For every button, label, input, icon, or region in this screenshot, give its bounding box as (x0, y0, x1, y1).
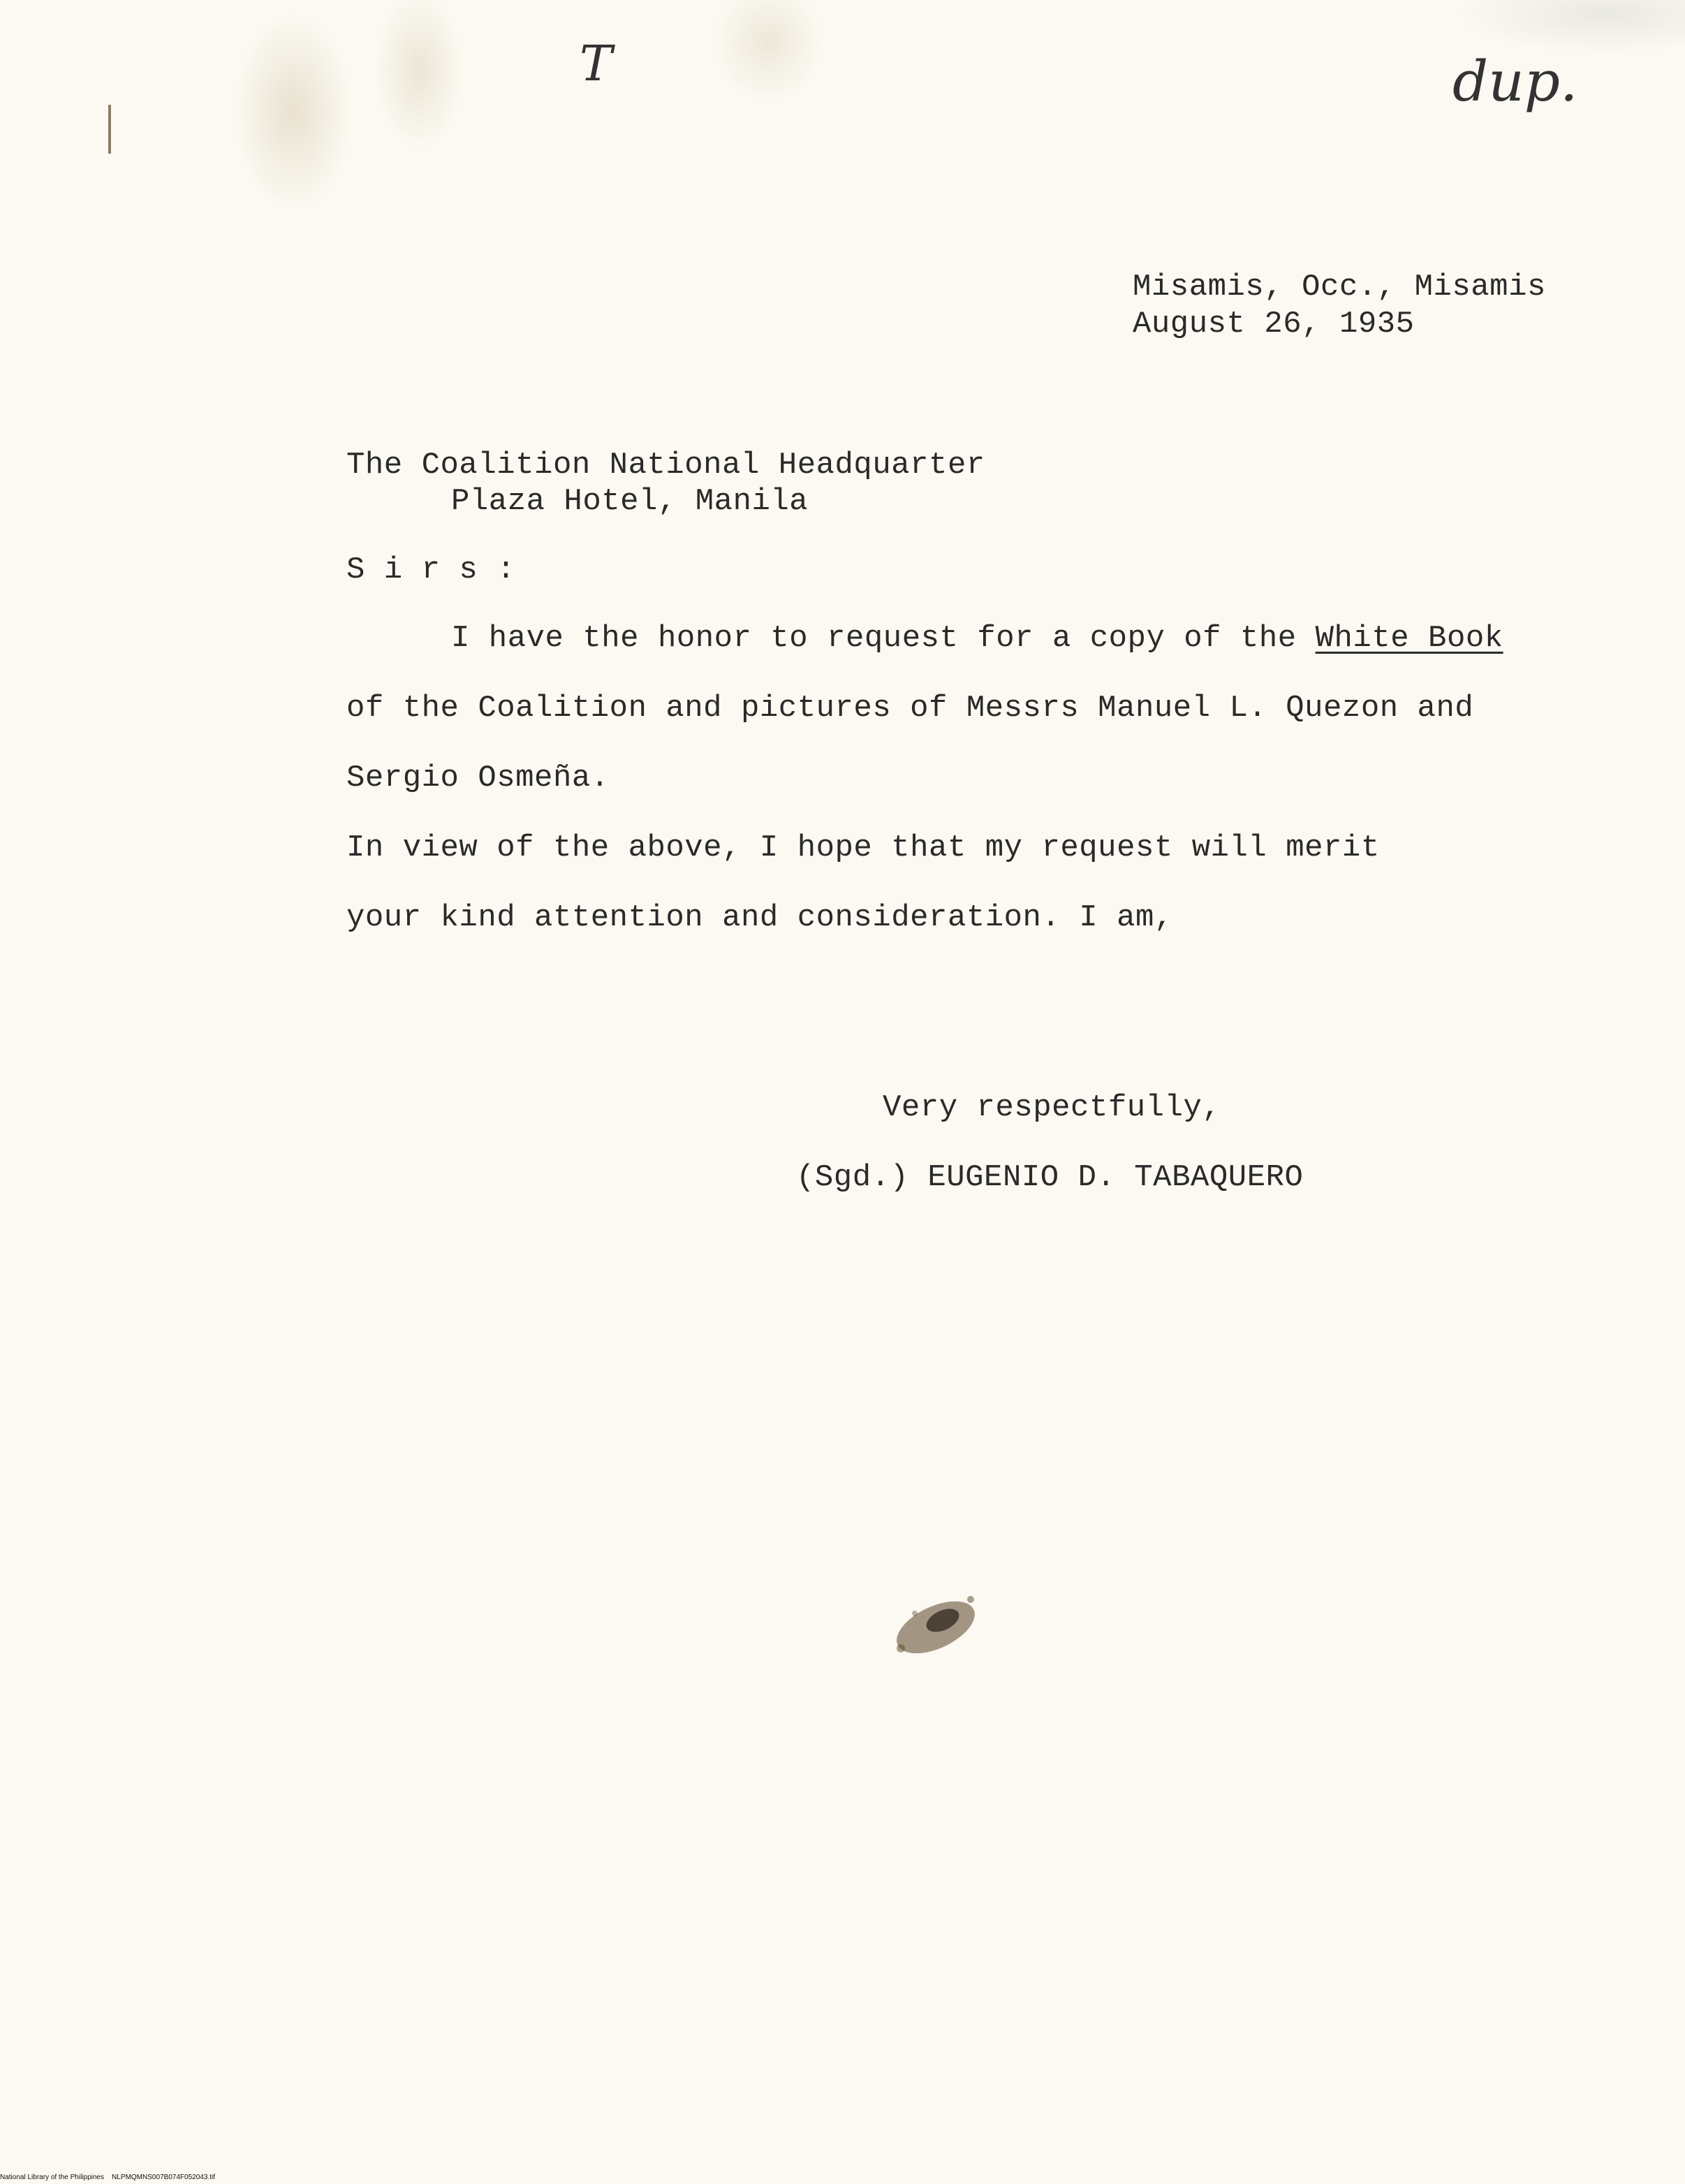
archive-footer (0, 2174, 215, 2181)
footer-file-id: NLPMQMNS007B074F052043.tif (112, 2174, 215, 2181)
margin-pencil-mark (108, 105, 111, 154)
handwritten-dup-mark: dup. (1452, 49, 1578, 114)
handwritten-t-mark: T (580, 35, 612, 92)
recipient-name: The Coalition National Headquarter (346, 448, 985, 483)
signature-line: (Sgd.) EUGENIO D. TABAQUERO (796, 1160, 1304, 1195)
recipient-address: Plaza Hotel, Manila (451, 484, 809, 519)
footer-institution: National Library of the Philippines (0, 2174, 104, 2181)
salutation: S i r s : (346, 552, 516, 587)
body-line-3: Sergio Osmeña. (346, 761, 610, 796)
ink-stain (873, 1571, 999, 1676)
body-line-5: your kind attention and consideration. I am, (346, 900, 1173, 935)
body-line-4: In view of the above, I hope that my request will merit (346, 830, 1380, 865)
letter-place: Misamis, Occ., Misamis (1133, 270, 1546, 305)
body-line-1 (451, 620, 1503, 657)
body-line-2: of the Coalition and pictures of Messrs Manuel L. Quezon and (346, 691, 1474, 726)
white-book-title: White Book (1315, 621, 1503, 656)
letter-date: August 26, 1935 (1133, 307, 1415, 342)
complimentary-close: Very respectfully, (883, 1090, 1221, 1125)
body-line-1-text: I have the honor to request for a copy of the (451, 621, 1316, 656)
